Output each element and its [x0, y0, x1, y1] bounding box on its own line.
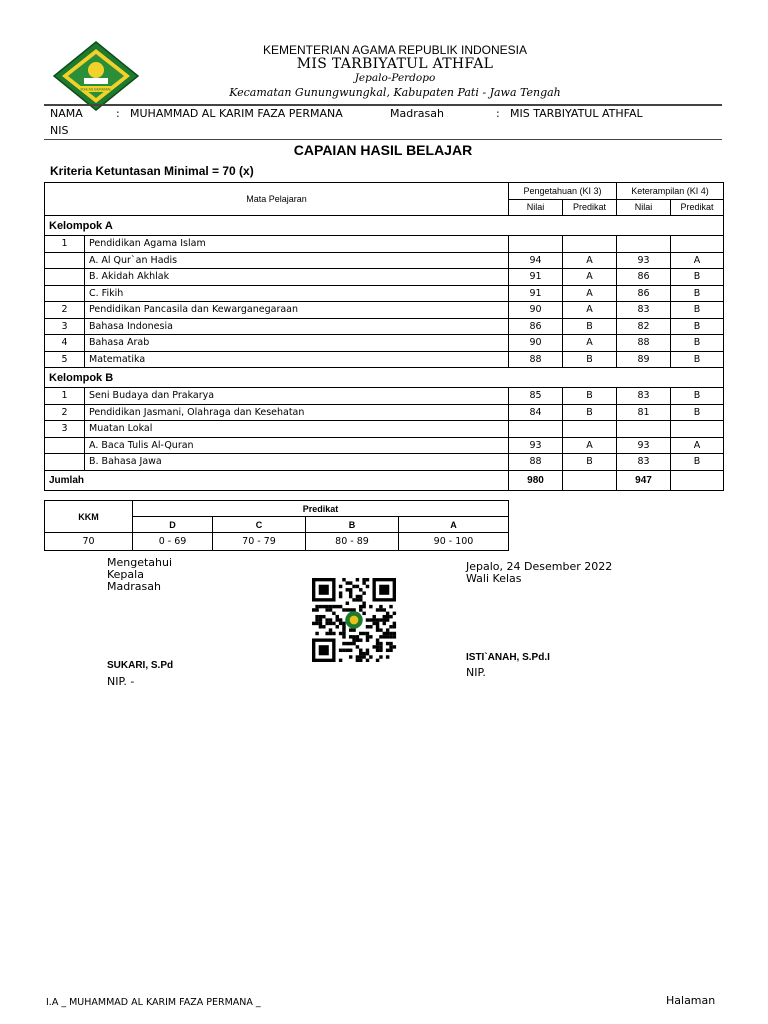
range-b: 80 - 89 — [306, 533, 399, 551]
table-row — [45, 404, 724, 421]
table-row — [45, 302, 724, 319]
subject-name: A. Al Qur`an Hadis — [85, 252, 509, 269]
grade-a: A — [399, 517, 509, 533]
table-row — [45, 318, 724, 335]
knowledge-predicate: A — [563, 269, 617, 286]
total-knowledge-predicate — [563, 470, 617, 490]
skill-score: 81 — [617, 404, 671, 421]
skill-predicate — [671, 236, 724, 253]
table-row — [45, 269, 724, 286]
subject-name: Pendidikan Agama Islam — [85, 236, 509, 253]
range-c: 70 - 79 — [213, 533, 306, 551]
grade-c: C — [213, 517, 306, 533]
logo-motto: IKHLAS BERAMAL — [80, 87, 112, 92]
group-a-label: Kelompok A — [45, 216, 724, 236]
table-row — [45, 252, 724, 269]
skill-predicate: B — [671, 318, 724, 335]
knowledge-predicate: A — [563, 252, 617, 269]
knowledge-predicate — [563, 421, 617, 438]
knowledge-predicate: A — [563, 302, 617, 319]
madrasah-label-sig: Madrasah — [107, 580, 161, 593]
table-row — [45, 437, 724, 454]
table-row — [45, 454, 724, 471]
total-skill: 947 — [617, 470, 671, 490]
skill-predicate: A — [671, 437, 724, 454]
skill-score-header: Nilai — [617, 199, 671, 216]
subject-name: Muatan Lokal — [85, 421, 509, 438]
knowledge-predicate: B — [563, 388, 617, 405]
school-name: MIS TARBIYATUL ATHFAL — [296, 56, 494, 72]
table-row — [45, 351, 724, 368]
skill-predicate: B — [671, 404, 724, 421]
kkm-value: 70 — [45, 533, 133, 551]
skill-score — [617, 421, 671, 438]
homeroom-label: Wali Kelas — [466, 572, 522, 585]
kkm-header: KKM — [45, 501, 133, 533]
info-divider — [44, 139, 722, 140]
row-number: 2 — [45, 404, 85, 421]
name-separator: : — [116, 107, 120, 120]
knowledge-score: 85 — [509, 388, 563, 405]
knowledge-score — [509, 421, 563, 438]
school-district: Kecamatan Gunungwungkal, Kabupaten Pati - Jawa Tengah — [229, 86, 561, 99]
subject-name: Pendidikan Jasmani, Olahraga dan Kesehatan — [85, 404, 509, 421]
knowledge-predicate: B — [563, 318, 617, 335]
row-number: 4 — [45, 335, 85, 352]
school-village: Jepalo-Perdopo — [354, 72, 436, 84]
madrasah-value: MIS TARBIYATUL ATHFAL — [510, 107, 643, 120]
knowledge-predicate: A — [563, 335, 617, 352]
skill-predicate: B — [671, 335, 724, 352]
nis-label: NIS — [50, 124, 69, 137]
knowledge-score: 88 — [509, 454, 563, 471]
skill-predicate: B — [671, 454, 724, 471]
skill-score: 89 — [617, 351, 671, 368]
knowledge-score — [509, 236, 563, 253]
headmaster-nip: NIP. - — [107, 675, 135, 688]
row-number: 3 — [45, 318, 85, 335]
skill-score: 88 — [617, 335, 671, 352]
knowledge-predicate — [563, 236, 617, 253]
skill-score: 83 — [617, 302, 671, 319]
ministry-logo — [52, 40, 140, 112]
row-number: 1 — [45, 388, 85, 405]
subject-name: C. Fikih — [85, 285, 509, 302]
group-b-label: Kelompok B — [45, 368, 724, 388]
subject-name: B. Bahasa Jawa — [85, 454, 509, 471]
grade-b: B — [306, 517, 399, 533]
row-number — [45, 454, 85, 471]
acknowledge-label: Mengetahui — [107, 556, 173, 569]
skill-predicate: B — [671, 269, 724, 286]
head-label: Kepala — [107, 568, 144, 581]
skill-predicate: A — [671, 252, 724, 269]
skill-predicate: B — [671, 285, 724, 302]
skill-predicate-header: Predikat — [671, 199, 724, 216]
table-row — [45, 335, 724, 352]
subject-name: Pendidikan Pancasila dan Kewarganegaraan — [85, 302, 509, 319]
skill-score: 93 — [617, 252, 671, 269]
subject-header: Mata Pelajaran — [45, 183, 509, 216]
student-name: MUHAMMAD AL KARIM FAZA PERMANA — [130, 107, 343, 120]
headmaster-name: SUKARI, S.Pd — [107, 660, 174, 671]
knowledge-score: 94 — [509, 252, 563, 269]
row-number: 1 — [45, 236, 85, 253]
knowledge-score: 93 — [509, 437, 563, 454]
subject-name: Bahasa Indonesia — [85, 318, 509, 335]
predikat-header: Predikat — [133, 501, 509, 517]
row-number — [45, 437, 85, 454]
subject-name: Matematika — [85, 351, 509, 368]
knowledge-score: 90 — [509, 335, 563, 352]
knowledge-predicate: B — [563, 404, 617, 421]
page-title: CAPAIAN HASIL BELAJAR — [293, 142, 473, 158]
total-knowledge: 980 — [509, 470, 563, 490]
knowledge-score: 91 — [509, 269, 563, 286]
table-row — [45, 285, 724, 302]
qr-code — [304, 578, 404, 662]
knowledge-predicate: A — [563, 285, 617, 302]
skill-score: 93 — [617, 437, 671, 454]
skill-score: 82 — [617, 318, 671, 335]
name-label: NAMA — [50, 107, 83, 120]
footer-page: Halaman — [666, 994, 716, 1007]
skill-score: 83 — [617, 454, 671, 471]
madrasah-separator: : — [496, 107, 500, 120]
row-number — [45, 252, 85, 269]
skill-header: Keterampilan (KI 4) — [617, 183, 724, 200]
signature-left-block — [107, 557, 172, 593]
knowledge-score: 84 — [509, 404, 563, 421]
knowledge-predicate: B — [563, 351, 617, 368]
subject-name: Bahasa Arab — [85, 335, 509, 352]
row-number: 2 — [45, 302, 85, 319]
skill-score: 86 — [617, 269, 671, 286]
subject-name: A. Baca Tulis Al-Quran — [85, 437, 509, 454]
teacher-nip: NIP. — [466, 666, 486, 679]
total-skill-predicate — [671, 470, 724, 490]
knowledge-score: 86 — [509, 318, 563, 335]
knowledge-score: 90 — [509, 302, 563, 319]
skill-predicate: B — [671, 302, 724, 319]
signature-date: Jepalo, 24 Desember 2022 — [466, 560, 613, 573]
grades-table — [44, 182, 724, 491]
skill-predicate: B — [671, 388, 724, 405]
skill-score: 83 — [617, 388, 671, 405]
skill-score — [617, 236, 671, 253]
subject-name: B. Akidah Akhlak — [85, 269, 509, 286]
total-label: Jumlah — [45, 470, 509, 490]
knowledge-score-header: Nilai — [509, 199, 563, 216]
header-divider — [44, 104, 722, 106]
knowledge-score: 88 — [509, 351, 563, 368]
row-number — [45, 269, 85, 286]
kkm-criteria: Kriteria Ketuntasan Minimal = 70 (x) — [50, 164, 254, 178]
table-row — [45, 388, 724, 405]
footer-student: I.A _ MUHAMMAD AL KARIM FAZA PERMANA _ — [46, 997, 261, 1008]
table-row — [45, 236, 724, 253]
kkm-table — [44, 500, 509, 551]
knowledge-predicate: B — [563, 454, 617, 471]
row-number: 3 — [45, 421, 85, 438]
skill-score: 86 — [617, 285, 671, 302]
knowledge-predicate: A — [563, 437, 617, 454]
teacher-name: ISTI`ANAH, S.Pd.I — [466, 652, 550, 663]
madrasah-label: Madrasah — [390, 107, 444, 120]
table-row — [45, 421, 724, 438]
range-a: 90 - 100 — [399, 533, 509, 551]
skill-predicate: B — [671, 351, 724, 368]
knowledge-header: Pengetahuan (KI 3) — [509, 183, 617, 200]
row-number: 5 — [45, 351, 85, 368]
row-number — [45, 285, 85, 302]
grade-d: D — [133, 517, 213, 533]
knowledge-predicate-header: Predikat — [563, 199, 617, 216]
subject-name: Seni Budaya dan Prakarya — [85, 388, 509, 405]
ministry-name: KEMENTERIAN AGAMA REPUBLIK INDONESIA — [262, 43, 528, 57]
range-d: 0 - 69 — [133, 533, 213, 551]
skill-predicate — [671, 421, 724, 438]
knowledge-score: 91 — [509, 285, 563, 302]
